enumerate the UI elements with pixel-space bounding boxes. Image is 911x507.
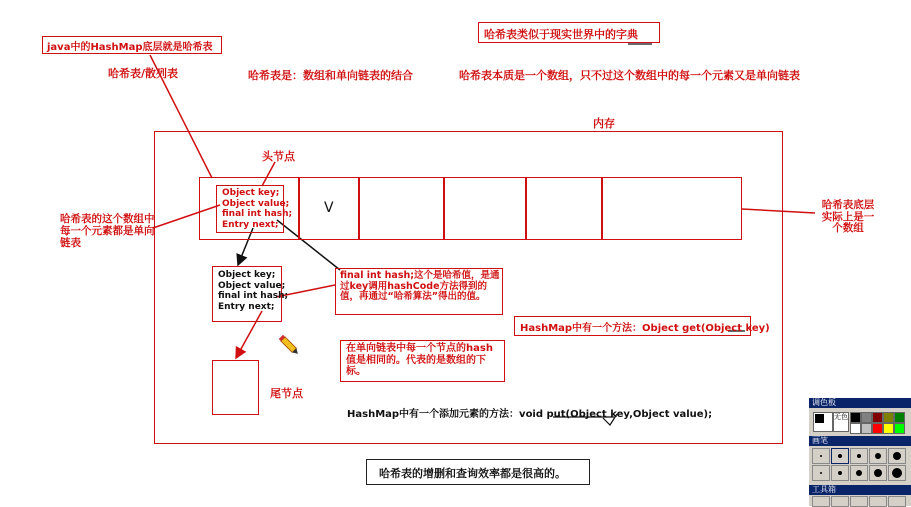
brush-size-8[interactable] (850, 465, 868, 481)
check-mark: V (324, 200, 334, 216)
same-hash-text: 在单向链表中每一个节点的hash值是相同的。代表的是数组的下标。 (346, 343, 493, 377)
efficiency-box (366, 459, 590, 485)
toolbox-title: 工具箱 (809, 485, 911, 495)
select-tool-icon[interactable] (812, 496, 830, 507)
essence-text: 哈希表本质是一个数组，只不过这个数组中的每一个元素又是单向链表 (459, 69, 800, 82)
color-swatch-yellow[interactable] (883, 423, 894, 434)
hash-note-text: final int hash;这个是哈希值，是通过key调用hashCode方法得到的值，再通过“哈希算法”得出的值。 (340, 270, 500, 302)
node-field-next: Entry next; (222, 219, 279, 230)
node-field-hash: final int hash; (222, 209, 293, 219)
brush-size-9[interactable] (869, 465, 887, 481)
node-field-value: Object value; (222, 198, 290, 209)
head-node-label: 头节点 (262, 150, 295, 163)
no-color-label[interactable]: 无色 (833, 412, 849, 432)
color-swatch-white[interactable] (850, 423, 861, 434)
node-field-value: Object value; (218, 280, 286, 291)
color-swatch-red[interactable] (872, 423, 883, 434)
pointer-tool-icon[interactable] (831, 496, 849, 507)
get-method-text: HashMap中有一个方法：Object get(Object key) (520, 323, 770, 334)
brush-size-4[interactable] (869, 448, 887, 464)
tail-node-label: 尾节点 (270, 387, 303, 400)
brush-size-3[interactable] (850, 448, 868, 464)
array-cell-divider (601, 177, 603, 239)
shape-tool-icon[interactable] (888, 496, 906, 507)
color-swatch-olive[interactable] (883, 412, 894, 423)
memory-label: 内存 (593, 117, 615, 130)
tail-node (212, 360, 259, 415)
brush-size-7[interactable] (831, 465, 849, 481)
node-field-hash: final int hash; (218, 291, 289, 301)
second-node (212, 266, 289, 322)
title-text: java中的HashMap底层就是哈希表 (47, 42, 213, 53)
brush-size-1[interactable] (812, 448, 830, 464)
array-cell-divider (443, 177, 445, 239)
head-node (216, 185, 293, 233)
color-swatch-green[interactable] (894, 412, 905, 423)
array-cell-divider (358, 177, 360, 239)
put-method-text: HashMap中有一个添加元素的方法：void put(Object key,Object value); (347, 409, 713, 420)
palette-title: 调色板 (809, 398, 911, 408)
same-hash-box (340, 340, 505, 382)
brush-size-5[interactable] (888, 448, 906, 464)
brush-title: 画笔 (809, 436, 911, 446)
brush-size-10[interactable] (888, 465, 906, 481)
dictionary-box (478, 22, 660, 43)
color-swatch-lime[interactable] (894, 423, 905, 434)
array-cell-divider (525, 177, 527, 239)
get-method-box (514, 316, 770, 336)
title-box (42, 36, 222, 54)
array-note: 哈希表底层实际上是一个数组 (821, 199, 875, 234)
color-swatch-maroon[interactable] (872, 412, 883, 423)
hash-table-alias: 哈希表/散列表 (108, 67, 179, 80)
pencil-tool-icon[interactable] (850, 496, 868, 507)
element-note: 哈希表的这个数组中每一个元素都是单向链表 (60, 213, 155, 249)
node-field-key: Object key; (222, 188, 280, 198)
line-tool-icon[interactable] (869, 496, 887, 507)
brush-size-6[interactable] (812, 465, 830, 481)
efficiency-text: 哈希表的增删和查询效率都是很高的。 (379, 467, 566, 480)
color-swatch-silver[interactable] (861, 423, 872, 434)
color-swatch-gray[interactable] (861, 412, 872, 423)
node-field-next: Entry next; (218, 301, 275, 312)
brush-size-2[interactable] (831, 448, 849, 464)
definition-text: 哈希表是：数组和单向链表的结合 (248, 69, 413, 82)
dictionary-text: 哈希表类似于现实世界中的字典 (484, 28, 638, 41)
node-field-key: Object key; (218, 270, 276, 280)
current-color-swatch[interactable] (813, 412, 833, 432)
hash-note-box (335, 268, 503, 315)
color-swatch-black[interactable] (850, 412, 861, 423)
array-cell-divider (298, 177, 300, 239)
color-palette-panel[interactable] (808, 397, 911, 506)
